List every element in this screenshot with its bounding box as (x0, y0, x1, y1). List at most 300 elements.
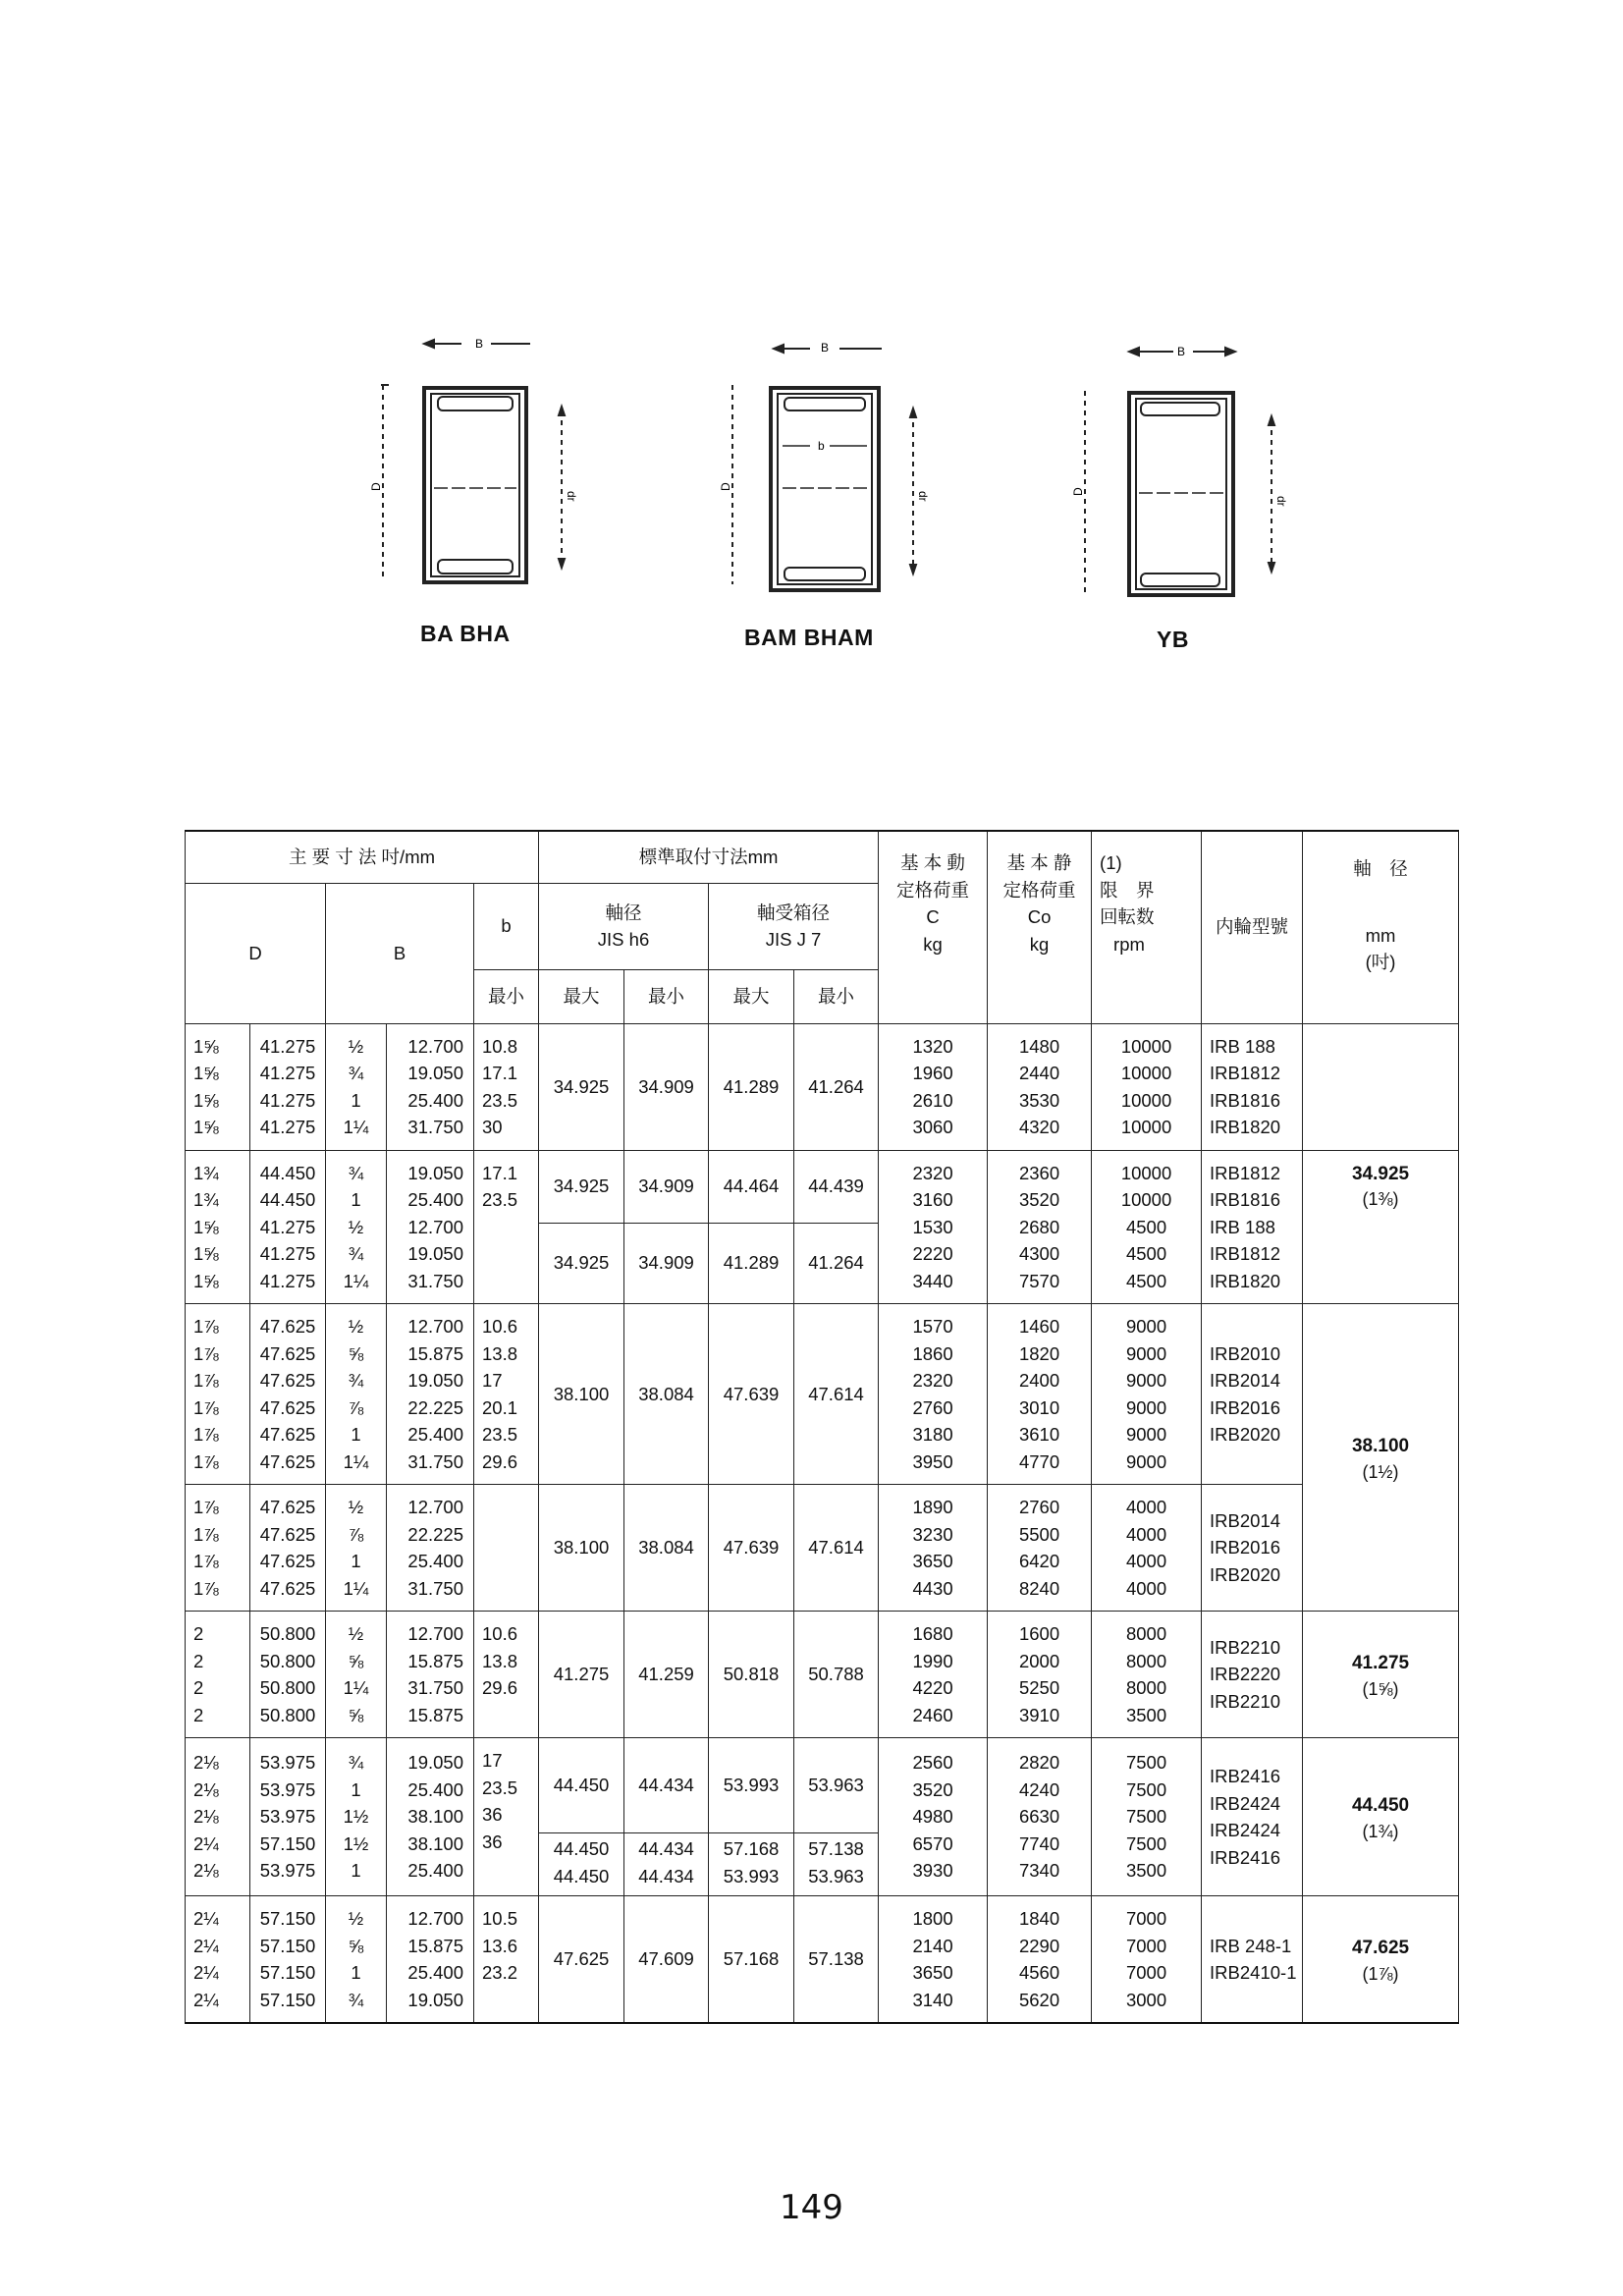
cell-value: 2¼ (193, 1989, 219, 2010)
cell-value: 47.639 (723, 1537, 780, 1558)
cell-value: 10000 (1120, 1063, 1172, 1083)
cell-value: 36 (482, 1831, 503, 1852)
cell-value: 1¼ (343, 1577, 369, 1599)
cell-value: 50.800 (259, 1677, 316, 1698)
cell-value: 4000 (1125, 1551, 1167, 1571)
cell-value: 23.5 (482, 1089, 518, 1111)
cell-value: 17 (482, 1370, 503, 1391)
cell-value: IRB1820 (1210, 1117, 1281, 1137)
cell-value: 12.700 (407, 1035, 463, 1057)
cell-value: 1⅝ (193, 1270, 219, 1291)
cell-value: ⅝ (348, 1935, 364, 1956)
cell-value: 53.975 (259, 1806, 316, 1828)
cell-value: 57.150 (259, 1989, 316, 2010)
cell-value: 44.434 (638, 1838, 694, 1859)
dim-label: B (821, 341, 830, 355)
cell-value: 2320 (912, 1370, 953, 1391)
table-body (186, 1023, 1459, 2023)
cell-value: 9000 (1125, 1370, 1167, 1391)
diagram-label-ba-bha: BA BHA (420, 621, 511, 646)
cell-value: 12.700 (407, 1216, 463, 1237)
cell-value: 2140 (912, 1935, 953, 1956)
cell-value: 5500 (1018, 1523, 1060, 1545)
cell-value: 1 (351, 1860, 361, 1882)
cell-value: 38.084 (638, 1383, 694, 1404)
shaft-dia-mm: 41.275 (1351, 1653, 1410, 1674)
cell-value: 1 (351, 1189, 361, 1210)
cell-value: 31.750 (407, 1270, 463, 1291)
cell-value: 6420 (1018, 1551, 1060, 1571)
cell-value: 1¾ (193, 1189, 219, 1210)
cell-value: 10.6 (482, 1316, 518, 1337)
cell-value: IRB2016 (1210, 1396, 1281, 1418)
cell-value: 2000 (1018, 1650, 1060, 1671)
cell-value: 6630 (1018, 1806, 1060, 1828)
cell-value: ⅝ (348, 1650, 364, 1671)
cell-value: IRB2220 (1210, 1664, 1281, 1685)
cell-value: 31.750 (407, 1117, 463, 1137)
cell-value: 15.875 (407, 1650, 463, 1671)
cell-value: 1570 (912, 1316, 953, 1337)
cell-value: 47.625 (259, 1316, 316, 1337)
cell-value: 8000 (1125, 1677, 1167, 1698)
header-B: B (326, 883, 474, 1023)
cell-value: ½ (348, 1035, 364, 1057)
cell-value: 53.963 (808, 1775, 864, 1795)
cell-value: 44.450 (553, 1865, 610, 1886)
header-inner-ring: 内輪型號 (1202, 831, 1303, 1023)
cell-value: 1⅝ (193, 1089, 219, 1111)
header-shaft-dia: 軸 径 mm (吋) (1303, 831, 1459, 1023)
cell-value: 1960 (912, 1063, 953, 1083)
cell-value: 7570 (1018, 1270, 1060, 1291)
cell-value: 47.639 (723, 1383, 780, 1404)
cell-value: 1840 (1018, 1908, 1060, 1929)
cell-value: 4500 (1125, 1216, 1167, 1237)
cell-value: 38.084 (638, 1537, 694, 1558)
cell-value: ½ (348, 1908, 364, 1929)
cell-value: 1800 (912, 1908, 953, 1929)
cell-value: 2320 (912, 1162, 953, 1183)
cell-value: 3520 (1018, 1189, 1060, 1210)
cell-value: 4240 (1018, 1778, 1060, 1800)
cell-value: 38.100 (553, 1537, 610, 1558)
dim-label: b (818, 439, 825, 453)
cell-value: 57.168 (723, 1838, 780, 1859)
cell-value: 2⅛ (193, 1860, 219, 1882)
cell-value: 4000 (1125, 1523, 1167, 1545)
cell-value: IRB2016 (1210, 1537, 1281, 1558)
cell-value: IRB1812 (1210, 1063, 1281, 1083)
dim-label: dr (1274, 496, 1288, 507)
cell-value: 4500 (1125, 1270, 1167, 1291)
cell-value: 2760 (1018, 1497, 1060, 1517)
header-main-dims: 主 要 寸 法 吋/mm (186, 831, 539, 883)
cell-value: ⅞ (348, 1396, 364, 1418)
cell-value: 25.400 (407, 1189, 463, 1210)
cell-value: 2¼ (193, 1832, 219, 1854)
cell-value: 3440 (912, 1270, 953, 1291)
cell-value: 34.909 (638, 1075, 694, 1097)
cell-value: 17.1 (482, 1063, 518, 1083)
cell-value: 47.625 (553, 1948, 610, 1969)
cell-value: ½ (348, 1216, 364, 1237)
cell-value: 3060 (912, 1117, 953, 1137)
cell-value: 12.700 (407, 1497, 463, 1517)
cell-value: 38.100 (407, 1806, 463, 1828)
cell-value: IRB2014 (1210, 1509, 1281, 1531)
cell-value: 3180 (912, 1424, 953, 1445)
cell-value: 10000 (1120, 1089, 1172, 1111)
cell-value: 2 (193, 1623, 204, 1644)
cell-value: 44.450 (259, 1189, 316, 1210)
table-row (186, 1738, 1459, 1833)
cell-value: 1⅞ (193, 1551, 219, 1571)
dim-label: D (719, 482, 732, 491)
cell-value: 3160 (912, 1189, 953, 1210)
cell-value: 7000 (1125, 1935, 1167, 1956)
cell-value: 20.1 (482, 1396, 518, 1418)
cell-value: 1⅞ (193, 1450, 219, 1472)
cell-value: 53.963 (808, 1865, 864, 1886)
dim-label: dr (565, 491, 578, 502)
cell-value: 10.8 (482, 1035, 518, 1057)
cell-value: 57.138 (808, 1948, 864, 1969)
cell-value: IRB2424 (1210, 1792, 1281, 1814)
header-stat-load: 基 本 静 定格荷重 Co kg (988, 831, 1092, 1023)
cell-value: 1⅝ (193, 1243, 219, 1264)
cell-value: 9000 (1125, 1424, 1167, 1445)
cell-value: 50.818 (723, 1664, 780, 1684)
cell-value: 19.050 (407, 1752, 463, 1774)
shaft-dia-mm: 47.625 (1351, 1938, 1410, 1959)
cell-value: 2440 (1018, 1063, 1060, 1083)
cell-value: 2760 (912, 1396, 953, 1418)
cell-value: 41.275 (259, 1243, 316, 1264)
cell-value: 1⅝ (193, 1063, 219, 1083)
cell-value: 47.625 (259, 1497, 316, 1517)
cell-value: 1860 (912, 1342, 953, 1364)
cell-value: 3650 (912, 1551, 953, 1571)
cell-value: ¾ (348, 1063, 364, 1083)
cell-value: 44.434 (638, 1775, 694, 1795)
cell-value: 10.5 (482, 1908, 518, 1929)
cell-value: 41.275 (259, 1216, 316, 1237)
cell-value: 3610 (1018, 1424, 1060, 1445)
cell-value: 1⅞ (193, 1424, 219, 1445)
cell-value: 7500 (1125, 1778, 1167, 1800)
cell-value: 19.050 (407, 1989, 463, 2010)
cell-value: 1¼ (343, 1677, 369, 1698)
cell-value: 8240 (1018, 1577, 1060, 1599)
dim-label: B (1177, 345, 1186, 358)
cell-value: 19.050 (407, 1370, 463, 1391)
cell-value: 2680 (1018, 1216, 1060, 1237)
cell-value: 25.400 (407, 1551, 463, 1571)
cell-value: 47.625 (259, 1523, 316, 1545)
cell-value: 25.400 (407, 1962, 463, 1983)
cell-value: 34.925 (553, 1075, 610, 1097)
cell-value: 41.275 (259, 1063, 316, 1083)
cell-value: IRB2410-1 (1210, 1962, 1297, 1983)
cell-value: 1⅝ (193, 1117, 219, 1137)
cell-value: 47.625 (259, 1424, 316, 1445)
cell-value: 1600 (1018, 1623, 1060, 1644)
cell-value: 4220 (912, 1677, 953, 1698)
shaft-dia-inch: (1⅜) (1362, 1188, 1399, 1209)
cell-value: 44.439 (808, 1175, 864, 1197)
header-shaft-min: 最小 (624, 969, 709, 1023)
cell-value: 2⅛ (193, 1778, 219, 1800)
cell-value: 23.5 (482, 1189, 518, 1210)
cell-value: 1½ (343, 1832, 369, 1854)
shaft-dia-inch: (1⅝) (1362, 1678, 1399, 1699)
cell-value: 1530 (912, 1216, 953, 1237)
cell-value: IRB2014 (1210, 1370, 1281, 1391)
cell-value: IRB2424 (1210, 1820, 1281, 1840)
cell-value: IRB2020 (1210, 1563, 1281, 1585)
cell-value: 2460 (912, 1704, 953, 1725)
cell-value: 53.975 (259, 1778, 316, 1800)
cell-value: 4560 (1018, 1962, 1060, 1983)
cell-value: 3910 (1018, 1704, 1060, 1725)
header-housing-max: 最大 (709, 969, 794, 1023)
cell-value: 2 (193, 1704, 204, 1725)
cell-value: 3650 (912, 1962, 953, 1983)
cell-value: 7500 (1125, 1832, 1167, 1854)
cell-value: ½ (348, 1623, 364, 1644)
cell-value: 5250 (1018, 1677, 1060, 1698)
cell-value: 17.1 (482, 1162, 518, 1183)
shaft-dia-inch: (1¾) (1362, 1821, 1399, 1841)
cell-value: 47.625 (259, 1577, 316, 1599)
cell-value: 7000 (1125, 1908, 1167, 1929)
table-row (186, 1896, 1459, 2024)
cell-value: 4000 (1125, 1497, 1167, 1517)
shaft-dia-mm: 34.925 (1351, 1163, 1410, 1184)
cell-value: 22.225 (407, 1523, 463, 1545)
bearing-diagrams (0, 0, 1623, 687)
cell-value: 12.700 (407, 1908, 463, 1929)
cell-value: 4770 (1018, 1450, 1060, 1472)
cell-value: 1⅞ (193, 1370, 219, 1391)
cell-value: 34.909 (638, 1252, 694, 1274)
header-shaft: 軸径 JIS h6 (539, 883, 709, 969)
cell-value: IRB2210 (1210, 1636, 1281, 1658)
diagram-label-bam-bham: BAM BHAM (744, 625, 874, 650)
cell-value: ½ (348, 1497, 364, 1517)
cell-value: 47.625 (259, 1342, 316, 1364)
cell-value: 3520 (912, 1778, 953, 1800)
cell-value: 2⅛ (193, 1752, 219, 1774)
cell-value: 3140 (912, 1989, 953, 2010)
cell-value: 44.464 (723, 1175, 780, 1197)
cell-value: 47.614 (808, 1537, 864, 1558)
cell-value: 3930 (912, 1860, 953, 1882)
header-housing: 軸受箱径 JIS J 7 (709, 883, 879, 969)
cell-value: 47.625 (259, 1551, 316, 1571)
cell-value: 1¼ (343, 1117, 369, 1137)
diagram-yb (1085, 348, 1274, 595)
cell-value: ¾ (348, 1752, 364, 1774)
cell-value: 4500 (1125, 1243, 1167, 1264)
cell-value: 1320 (912, 1035, 953, 1057)
cell-value: 47.614 (808, 1383, 864, 1404)
cell-value: 2290 (1018, 1935, 1060, 1956)
header-b-min: 最小 (474, 969, 539, 1023)
cell-value: 41.259 (638, 1664, 694, 1684)
cell-value: 7000 (1125, 1962, 1167, 1983)
cell-value: 47.609 (638, 1948, 694, 1969)
cell-value: 12.700 (407, 1623, 463, 1644)
shaft-dia-mm: 38.100 (1351, 1436, 1410, 1457)
cell-value: 34.925 (553, 1252, 610, 1274)
cell-value: 1¼ (343, 1270, 369, 1291)
cell-value: 44.434 (638, 1865, 694, 1886)
cell-value: 1⅝ (193, 1035, 219, 1057)
table-row (186, 1023, 1459, 1150)
cell-value: 1⅞ (193, 1396, 219, 1418)
cell-value: 3500 (1125, 1704, 1167, 1725)
cell-value: 2⅛ (193, 1806, 219, 1828)
cell-value: 13.8 (482, 1650, 518, 1671)
cell-value: ¾ (348, 1989, 364, 2010)
cell-value: 41.275 (259, 1117, 316, 1137)
cell-value: IRB1816 (1210, 1189, 1281, 1210)
cell-value: 53.975 (259, 1752, 316, 1774)
table-row (186, 1304, 1459, 1485)
table-row (186, 1150, 1459, 1223)
cell-value: 7500 (1125, 1806, 1167, 1828)
cell-value: 1890 (912, 1497, 953, 1517)
cell-value: 57.168 (723, 1948, 780, 1969)
cell-value: 6570 (912, 1832, 953, 1854)
cell-value: 38.100 (407, 1832, 463, 1854)
cell-value: 4980 (912, 1806, 953, 1828)
cell-value: 1460 (1018, 1316, 1060, 1337)
cell-value: 1 (351, 1962, 361, 1983)
cell-value: 50.800 (259, 1623, 316, 1644)
cell-value: 57.150 (259, 1962, 316, 1983)
cell-value: IRB2210 (1210, 1690, 1281, 1712)
cell-value: 1 (351, 1551, 361, 1571)
cell-value: 1⅞ (193, 1342, 219, 1364)
header-dyn-load: 基 本 動 定格荷重 C kg (879, 831, 988, 1023)
cell-value: 4320 (1018, 1117, 1060, 1137)
dim-label: D (369, 482, 383, 491)
cell-value: 1¼ (343, 1450, 369, 1472)
cell-value: ¾ (348, 1162, 364, 1183)
cell-value: 13.6 (482, 1935, 518, 1956)
cell-value: 2¼ (193, 1935, 219, 1956)
page-number: 149 (780, 2188, 843, 2227)
cell-value: 47.625 (259, 1396, 316, 1418)
cell-value: 44.450 (553, 1838, 610, 1859)
cell-value: 1⅞ (193, 1523, 219, 1545)
cell-value: 57.150 (259, 1908, 316, 1929)
cell-value: 25.400 (407, 1860, 463, 1882)
cell-value: 15.875 (407, 1342, 463, 1364)
cell-value: 57.138 (808, 1838, 864, 1859)
cell-value: 41.264 (808, 1252, 864, 1274)
cell-value: 3230 (912, 1523, 953, 1545)
cell-value: 1⅞ (193, 1497, 219, 1517)
cell-value: 2 (193, 1677, 204, 1698)
cell-value: 8000 (1125, 1650, 1167, 1671)
cell-value: 34.909 (638, 1175, 694, 1197)
cell-value: 1⅝ (193, 1216, 219, 1237)
cell-value: 25.400 (407, 1778, 463, 1800)
cell-value: 7740 (1018, 1832, 1060, 1854)
cell-value: IRB1816 (1210, 1089, 1281, 1111)
cell-value: ⅝ (348, 1342, 364, 1364)
cell-value: 3530 (1018, 1089, 1060, 1111)
cell-value: 3010 (1018, 1396, 1060, 1418)
cell-value: 50.788 (808, 1664, 864, 1684)
cell-value: ¾ (348, 1243, 364, 1264)
table-header (186, 831, 1459, 1023)
cell-value: 30 (482, 1117, 503, 1137)
diagram-label-yb: YB (1157, 627, 1189, 652)
header-D: D (186, 883, 326, 1023)
cell-value: 5620 (1018, 1989, 1060, 2010)
cell-value: 7500 (1125, 1752, 1167, 1774)
cell-value: 1680 (912, 1623, 953, 1644)
cell-value: 9000 (1125, 1396, 1167, 1418)
cell-value: IRB1812 (1210, 1243, 1281, 1264)
cell-value: 1⅞ (193, 1577, 219, 1599)
cell-value: 41.264 (808, 1075, 864, 1097)
cell-value: 36 (482, 1804, 503, 1825)
cell-value: 29.6 (482, 1450, 518, 1472)
cell-value: IRB 188 (1210, 1035, 1275, 1057)
cell-value: 53.993 (723, 1865, 780, 1886)
cell-value: IRB 188 (1210, 1216, 1275, 1237)
cell-value: 31.750 (407, 1677, 463, 1698)
cell-value: IRB 248-1 (1210, 1935, 1292, 1956)
cell-value: 57.150 (259, 1832, 316, 1854)
dim-label: D (1071, 487, 1085, 496)
cell-value: ⅝ (348, 1704, 364, 1725)
cell-value: 1¾ (193, 1162, 219, 1183)
header-speed: (1) 限 界 回転数 rpm (1092, 831, 1202, 1023)
header-housing-min: 最小 (794, 969, 879, 1023)
cell-value: 17 (482, 1750, 503, 1771)
bearing-spec-table (185, 830, 1459, 2024)
cell-value: 10000 (1120, 1117, 1172, 1137)
cell-value: 2400 (1018, 1370, 1060, 1391)
cell-value: 1480 (1018, 1035, 1060, 1057)
cell-value: 2610 (912, 1089, 953, 1111)
cell-value: 13.8 (482, 1342, 518, 1364)
cell-value: 2560 (912, 1752, 953, 1774)
cell-value: 1990 (912, 1650, 953, 1671)
cell-value: 50.800 (259, 1650, 316, 1671)
cell-value: 10000 (1120, 1162, 1172, 1183)
cell-value: 4430 (912, 1577, 953, 1599)
cell-value: 41.289 (723, 1075, 780, 1097)
cell-value: 44.450 (259, 1162, 316, 1183)
cell-value: 41.275 (259, 1270, 316, 1291)
cell-value: 15.875 (407, 1935, 463, 1956)
cell-value: 53.975 (259, 1860, 316, 1882)
cell-value: IRB2020 (1210, 1424, 1281, 1445)
cell-value: 1820 (1018, 1342, 1060, 1364)
cell-value: 1 (351, 1424, 361, 1445)
cell-value: 1 (351, 1778, 361, 1800)
cell-value: 10000 (1120, 1035, 1172, 1057)
cell-value: 25.400 (407, 1089, 463, 1111)
